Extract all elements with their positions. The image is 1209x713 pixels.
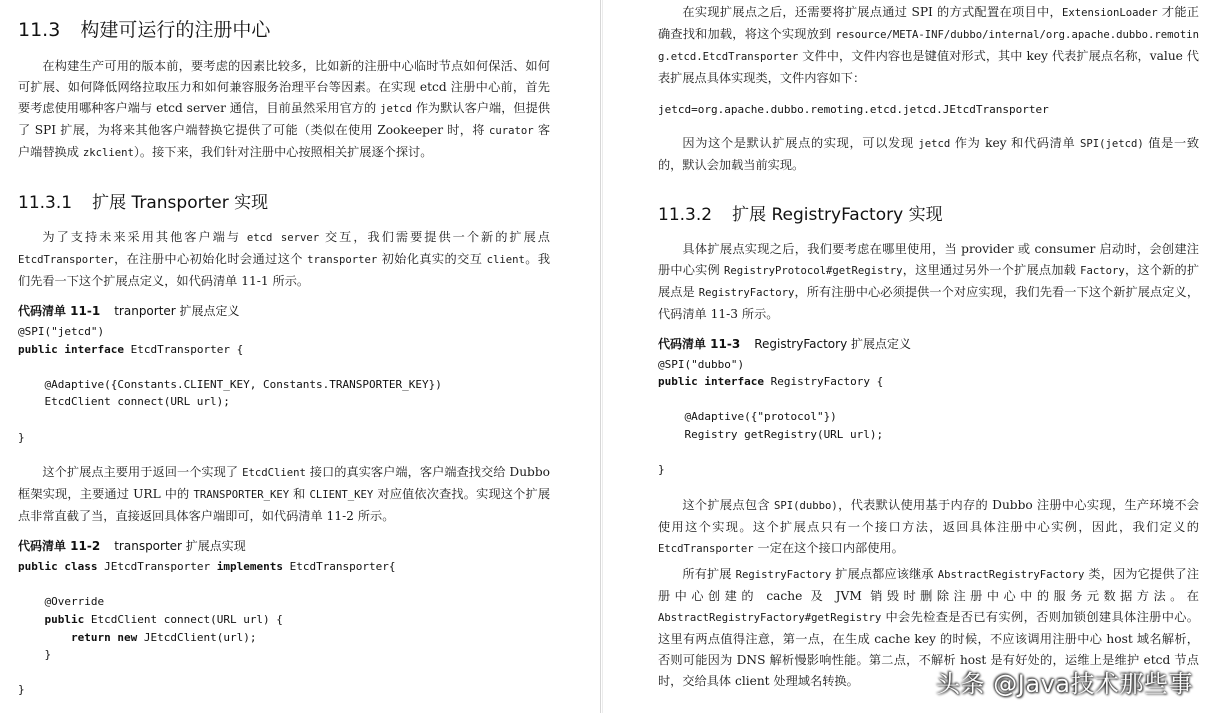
right-page: [603, 0, 1209, 713]
code-listing-11-2: public class JEtcdTransporter implements EtcdTransporter{ @Override public EtcdClient connect(URL url) { return new JEtcdClient(url); } }: [18, 560, 396, 697]
paragraph-transporter: 为了支持未来采用其他客户端与 etcd server 交互，我们需要提供一个新的扩展点 EtcdTransporter，在注册中心初始化时会通过这个 transporter 初始化真实的交互 client。我们先看一下这个扩展点定义，如代码清单 11-1 所示。: [18, 230, 551, 288]
code-listing-11-1: @SPI("jetcd") public interface EtcdTransporter { @Adaptive({Constants.CLIENT_KEY, Constants.TRANSPORTER_KEY}) EtcdClient connect(URL url); }: [18, 325, 442, 444]
section-heading-11-3-2: [658, 200, 1199, 225]
section-number: 11.3.1: [18, 193, 73, 213]
paragraph-intro: 在构建生产可用的版本前，要考虑的因素比较多，比如新的注册中心临时节点如何保活、如何可扩展、如何降低网络拉取压力和如何兼容服务治理平台等因素。在实现 etcd 注册中心前，首先要考虑使用哪种客户端与 etcd server 通信，目前虽然采用官方的 jetcd 作为默认客户端，但提供了 SPI 扩展，为将来其他客户端替换它提供了可能（类似在使用 Zookeeper 时，将 curator 客户端替换成 zkclient）。接下来，我们针对注册中心按照相关扩展逐个探讨。: [18, 59, 551, 159]
section-heading-11-3-1: [18, 188, 550, 213]
section-title: 扩展 Transporter 实现: [92, 193, 269, 213]
section-number: 11.3.2: [658, 204, 713, 225]
paragraph-registry-factory: 具体扩展点实现之后，我们要考虑在哪里使用，当 provider 或 consumer 启动时，会创建注册中心实例 RegistryProtocol#getRegistry，这里通过另外一个扩展点加载 Factory，这个新的扩展点是 RegistryFactory，所有注册中心必须提供一个对应实现，我们先看一下这个新扩展点定义，代码清单 11-3 所示。: [658, 241, 1200, 321]
paragraph-default-impl: 因为这个是默认扩展点的实现，可以发现 jetcd 作为 key 和代码清单 SPI(jetcd) 值是一致的，默认会加载当前实现。: [658, 135, 1200, 172]
section-title: 扩展 RegistryFactory 实现: [732, 204, 943, 225]
watermark: 头条 @Java技术那些事: [936, 670, 1193, 698]
section-title: 构建可运行的注册中心: [80, 19, 271, 41]
code-listing-caption: 代码清单 11-3 RegistryFactory 扩展点定义: [658, 336, 911, 351]
left-page: [0, 0, 600, 713]
paragraph-spi-dubbo: 这个扩展点包含 SPI(dubbo)，代表默认使用基于内存的 Dubbo 注册中心实现，生产环境不会使用这个实现。这个扩展点只有一个接口方法，返回具体注册中心实例，因此，我们定义的 EtcdTransporter 一定在这个接口内部使用。: [658, 497, 1200, 555]
code-listing-11-3: @SPI("dubbo") public interface RegistryFactory { @Adaptive({"protocol"}) Registry getRegistry(URL url); }: [658, 357, 884, 477]
paragraph-abstract-factory: 所有扩展 RegistryFactory 扩展点都应该继承 AbstractRegistryFactory 类，因为它提供了注册中心创建的 cache 及 JVM 销毁时删除注册中心中的服务元数据方法。在 AbstractRegistryFactory#getRegistry 中会先检查是否已有实例，否则加锁创建具体注册中心。这里有两点值得注意，第一点，在生成 cache key 的时候，不应该调用注册中心 host 域名解析，否则可能因为 DNS 解析慢影响性能。第二点，不解析 host 是有好处的，运维上是维护 etcd 节点时，交给具体 client 处理域名转换。: [658, 566, 1200, 688]
page-gutter: [600, 0, 601, 713]
paragraph-etcdclient: 这个扩展点主要用于返回一个实现了 EtcdClient 接口的真实客户端，客户端查找交给 Dubbo 框架实现，主要通过 URL 中的 TRANSPORTER_KEY 和 CLIENT_KEY 对应值依次查找。实现这个扩展点非常直截了当，直接返回具体客户端即可，如代码清单 11-2 所示。: [18, 465, 551, 524]
config-file-content: jetcd=org.apache.dubbo.remoting.etcd.jetcd.JEtcdTransporter: [658, 103, 1049, 116]
code-listing-caption: 代码清单 11-2 transporter 扩展点实现: [18, 539, 246, 554]
code-listing-caption: 代码清单 11-1 tranporter 扩展点定义: [18, 304, 240, 318]
paragraph-spi-config: 在实现扩展点之后，还需要将扩展点通过 SPI 的方式配置在项目中，ExtensionLoader 才能正确查找和加载，将这个实现放到 resource/META-INF/dubbo/internal/org.apache.dubbo.remoting.etcd.EtcdTransporter 文件中，文件内容也是键值对形式，其中 key 代表扩展点名称，value 代表扩展点具体实现类，文件内容如下：: [658, 5, 1199, 85]
section-number: 11.3: [18, 19, 61, 41]
section-heading-11-3: [18, 15, 550, 42]
